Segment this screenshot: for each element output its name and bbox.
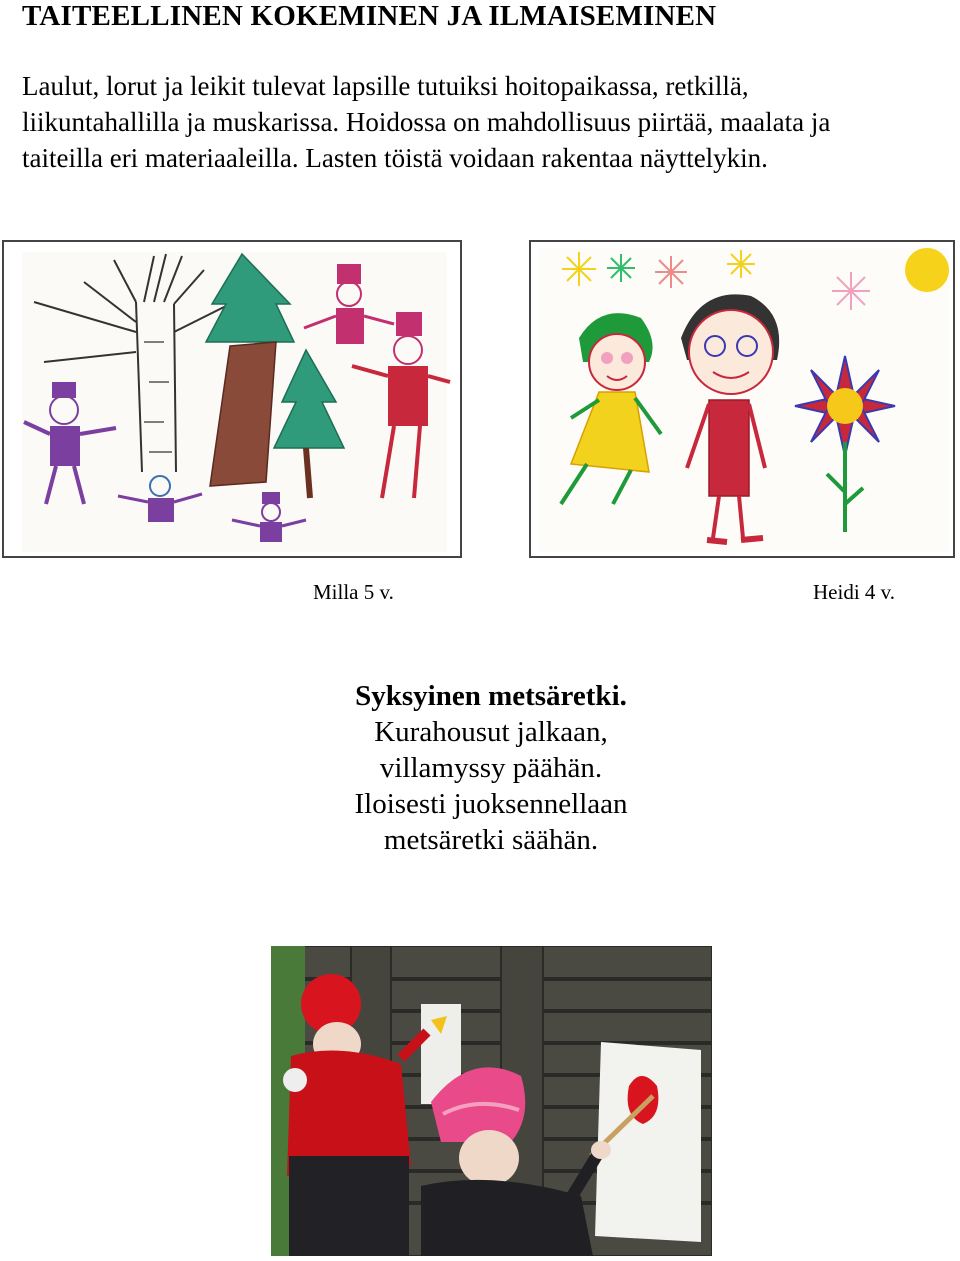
poem-line: metsäretki säähän. [383,824,599,856]
intro-paragraph [22,68,960,176]
photo-children-painting [271,946,712,1256]
poem-line: villamyssy päähän. [379,752,603,784]
caption-heidi: Heidi 4 v. [813,580,896,604]
drawing-heidi [529,240,955,558]
poem-title: Syksyinen metsäretki. [355,680,627,712]
intro-line: Laulut, lorut ja leikit tulevat lapsille tutuiksi hoitopaikassa, retkillä, [22,71,749,101]
intro-line: taiteilla eri materiaaleilla. Lasten töistä voidaan rakentaa näyttelykin. [22,143,768,173]
poem [250,678,732,858]
page-title: TAITEELLINEN KOKEMINEN JA ILMAISEMINEN [22,0,717,32]
caption-milla: Milla 5 v. [313,580,394,604]
drawing-milla [2,240,462,558]
photo-artwork [271,946,712,1256]
drawing-heidi-artwork [531,242,953,556]
poem-line: Iloisesti juoksennellaan [354,788,628,820]
drawing-milla-artwork [4,242,460,556]
intro-line: liikuntahallilla ja muskarissa. Hoidossa on mahdollisuus piirtää, maalata ja [22,107,831,137]
poem-line: Kurahousut jalkaan, [374,716,608,748]
